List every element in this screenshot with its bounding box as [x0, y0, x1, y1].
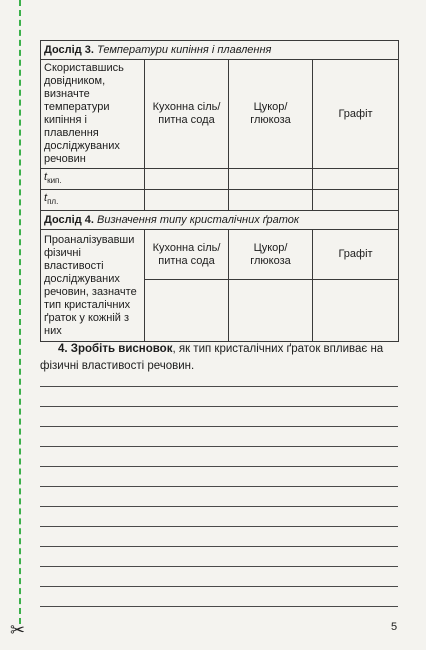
writing-line[interactable] [40, 486, 398, 487]
writing-line[interactable] [40, 466, 398, 467]
conclusion-task [40, 341, 398, 375]
exp3-label: Дослід 3. [44, 43, 94, 56]
exp3-substance-sugar: Цукор/ глюкоза [229, 60, 313, 169]
writing-line[interactable] [40, 546, 398, 547]
experiment-table [40, 40, 399, 342]
t-boiling-graphite-cell[interactable] [313, 169, 399, 190]
exp4-substance-sugar: Цукор/ глюкоза [229, 230, 313, 280]
exp4-title: Визначення типу кристалічних ґраток [96, 213, 300, 226]
task-bold: Зробіть висновок [70, 343, 173, 355]
scissors-icon: ✂ [10, 620, 26, 641]
exp3-substance-graphite: Графіт [313, 60, 399, 169]
exp4-instruction: Проаналізувавши фізичні властивості досліджуваних речовин, зазначте тип кристалічних ґраток у кожній з них [41, 230, 145, 342]
exp4-label: Дослід 4. [44, 213, 94, 226]
writing-line[interactable] [40, 506, 398, 507]
writing-line[interactable] [40, 526, 398, 527]
writing-line[interactable] [40, 606, 398, 607]
t-melting-salt-cell[interactable] [145, 190, 229, 211]
t-melting-sugar-cell[interactable] [229, 190, 313, 211]
writing-line[interactable] [40, 586, 398, 587]
t-boiling-label: $t_{кип.}$ [41, 169, 145, 190]
writing-line[interactable] [40, 566, 398, 567]
exp4-header [41, 211, 399, 230]
lattice-sugar-cell[interactable] [229, 280, 313, 342]
writing-line[interactable] [40, 426, 398, 427]
exp3-header [41, 41, 399, 60]
t-melting-label: $t_{пл.}$ [41, 190, 145, 211]
exp4-substance-salt: Кухонна сіль/питна сода [145, 230, 229, 280]
writing-line[interactable] [40, 386, 398, 387]
task-number: 4. [58, 343, 68, 355]
task-text: , як тип кристалічних ґраток впливає на фізичні властивості речовин. [40, 343, 384, 372]
exp4-substance-graphite: Графіт [313, 230, 399, 280]
cut-line [19, 0, 21, 624]
exp3-title: Температури кипіння і плавлення [96, 43, 272, 56]
exp3-substance-salt: Кухонна сіль/питна сода [145, 60, 229, 169]
lattice-graphite-cell[interactable] [313, 280, 399, 342]
writing-line[interactable] [40, 406, 398, 407]
t-melting-graphite-cell[interactable] [313, 190, 399, 211]
writing-line[interactable] [40, 446, 398, 447]
page-number: 5 [391, 621, 398, 633]
lattice-salt-cell[interactable] [145, 280, 229, 342]
t-boiling-sugar-cell[interactable] [229, 169, 313, 190]
exp3-instruction: Скориставшись довідником, визначте температури кипіння і плавлення досліджуваних речовин [41, 60, 145, 169]
t-boiling-salt-cell[interactable] [145, 169, 229, 190]
